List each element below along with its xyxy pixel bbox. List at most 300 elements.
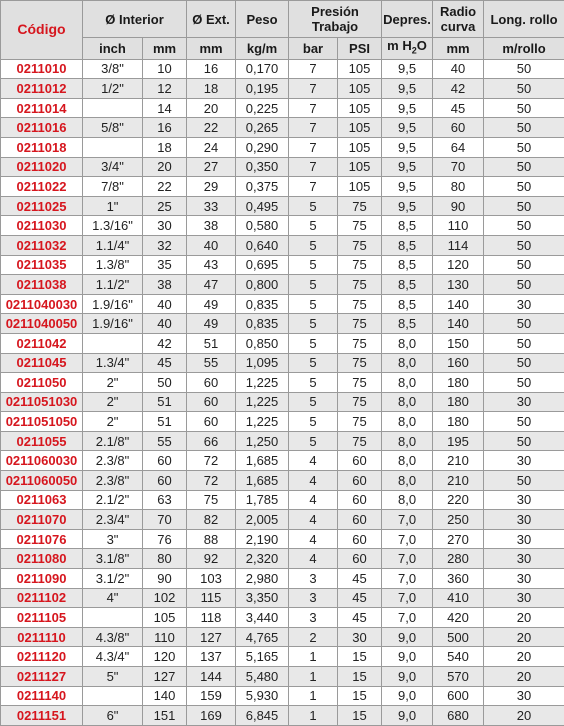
cell-codigo: 0211151 xyxy=(1,706,83,726)
cell-codigo: 0211105 xyxy=(1,608,83,628)
cell-codigo: 0211012 xyxy=(1,79,83,99)
cell-codigo: 0211051050 xyxy=(1,412,83,432)
cell-codigo: 0211102 xyxy=(1,588,83,608)
cell-peso: 0,170 xyxy=(236,59,289,79)
cell-mm-interior: 42 xyxy=(143,333,187,353)
cell-inch: 1.3/8" xyxy=(83,255,143,275)
table-row xyxy=(1,177,564,197)
cell-codigo: 0211035 xyxy=(1,255,83,275)
cell-peso: 1,225 xyxy=(236,392,289,412)
cell-psi: 75 xyxy=(338,275,382,295)
cell-psi: 60 xyxy=(338,471,382,491)
cell-bar: 5 xyxy=(289,412,338,432)
unit-mh2o-pre: m H xyxy=(387,38,412,53)
cell-psi: 15 xyxy=(338,686,382,706)
table-row xyxy=(1,471,564,491)
cell-mm-exterior: 60 xyxy=(187,373,236,393)
cell-psi: 15 xyxy=(338,647,382,667)
cell-bar: 4 xyxy=(289,510,338,530)
cell-codigo: 0211038 xyxy=(1,275,83,295)
cell-peso: 0,835 xyxy=(236,294,289,314)
cell-radio: 90 xyxy=(433,196,484,216)
table-row xyxy=(1,706,564,726)
cell-bar: 5 xyxy=(289,373,338,393)
cell-mm-interior: 45 xyxy=(143,353,187,373)
long-header: Long. rollo xyxy=(484,1,564,38)
cell-depres: 9,5 xyxy=(382,177,433,197)
cell-peso: 0,850 xyxy=(236,333,289,353)
cell-bar: 7 xyxy=(289,59,338,79)
cell-radio: 130 xyxy=(433,275,484,295)
cell-radio: 410 xyxy=(433,588,484,608)
cell-long: 30 xyxy=(484,569,564,589)
cell-depres: 9,0 xyxy=(382,647,433,667)
cell-inch: 4" xyxy=(83,588,143,608)
cell-inch: 2.1/8" xyxy=(83,431,143,451)
cell-peso: 0,695 xyxy=(236,255,289,275)
cell-mm-exterior: 159 xyxy=(187,686,236,706)
cell-psi: 30 xyxy=(338,627,382,647)
table-row xyxy=(1,98,564,118)
cell-depres: 8,5 xyxy=(382,294,433,314)
cell-mm-exterior: 103 xyxy=(187,569,236,589)
unit-mm-exterior: mm xyxy=(187,38,236,60)
cell-inch: 2" xyxy=(83,392,143,412)
cell-bar: 5 xyxy=(289,275,338,295)
cell-radio: 250 xyxy=(433,510,484,530)
cell-peso: 5,480 xyxy=(236,667,289,687)
cell-inch: 1/2" xyxy=(83,79,143,99)
cell-bar: 3 xyxy=(289,588,338,608)
cell-mm-interior: 40 xyxy=(143,314,187,334)
cell-peso: 1,250 xyxy=(236,431,289,451)
cell-mm-interior: 20 xyxy=(143,157,187,177)
cell-bar: 5 xyxy=(289,196,338,216)
cell-inch: 3/8" xyxy=(83,59,143,79)
cell-inch: 1.9/16" xyxy=(83,314,143,334)
cell-mm-interior: 10 xyxy=(143,59,187,79)
cell-depres: 8,5 xyxy=(382,216,433,236)
cell-radio: 280 xyxy=(433,549,484,569)
cell-inch: 2" xyxy=(83,412,143,432)
table-row xyxy=(1,59,564,79)
cell-radio: 120 xyxy=(433,255,484,275)
cell-inch: 5" xyxy=(83,667,143,687)
cell-depres: 9,0 xyxy=(382,627,433,647)
cell-depres: 8,0 xyxy=(382,373,433,393)
cell-inch xyxy=(83,686,143,706)
cell-mm-exterior: 49 xyxy=(187,294,236,314)
units-row xyxy=(1,38,564,60)
cell-long: 50 xyxy=(484,412,564,432)
cell-mm-interior: 60 xyxy=(143,471,187,491)
cell-mm-interior: 25 xyxy=(143,196,187,216)
cell-inch: 1.3/16" xyxy=(83,216,143,236)
cell-psi: 105 xyxy=(338,157,382,177)
table-row xyxy=(1,608,564,628)
cell-bar: 4 xyxy=(289,451,338,471)
cell-radio: 210 xyxy=(433,471,484,491)
cell-radio: 180 xyxy=(433,392,484,412)
table-row xyxy=(1,451,564,471)
unit-mh2o-post: O xyxy=(417,38,427,53)
table-row xyxy=(1,373,564,393)
cell-depres: 7,0 xyxy=(382,608,433,628)
cell-long: 50 xyxy=(484,196,564,216)
cell-codigo: 0211040050 xyxy=(1,314,83,334)
cell-mm-exterior: 51 xyxy=(187,333,236,353)
cell-depres: 7,0 xyxy=(382,549,433,569)
unit-mm-radio: mm xyxy=(433,38,484,60)
cell-bar: 5 xyxy=(289,392,338,412)
cell-long: 30 xyxy=(484,451,564,471)
cell-long: 50 xyxy=(484,333,564,353)
cell-bar: 5 xyxy=(289,255,338,275)
table-row xyxy=(1,196,564,216)
cell-psi: 60 xyxy=(338,451,382,471)
cell-mm-exterior: 27 xyxy=(187,157,236,177)
cell-depres: 8,5 xyxy=(382,235,433,255)
cell-depres: 7,0 xyxy=(382,588,433,608)
cell-depres: 8,5 xyxy=(382,314,433,334)
cell-radio: 40 xyxy=(433,59,484,79)
cell-peso: 2,005 xyxy=(236,510,289,530)
cell-long: 20 xyxy=(484,706,564,726)
cell-mm-interior: 32 xyxy=(143,235,187,255)
cell-mm-exterior: 137 xyxy=(187,647,236,667)
cell-radio: 180 xyxy=(433,412,484,432)
cell-bar: 2 xyxy=(289,627,338,647)
cell-inch: 3.1/2" xyxy=(83,569,143,589)
cell-radio: 140 xyxy=(433,314,484,334)
cell-bar: 3 xyxy=(289,608,338,628)
table-row xyxy=(1,667,564,687)
cell-long: 30 xyxy=(484,549,564,569)
cell-depres: 8,0 xyxy=(382,353,433,373)
cell-mm-interior: 22 xyxy=(143,177,187,197)
cell-mm-exterior: 115 xyxy=(187,588,236,608)
cell-peso: 0,640 xyxy=(236,235,289,255)
cell-radio: 210 xyxy=(433,451,484,471)
cell-radio: 42 xyxy=(433,79,484,99)
cell-codigo: 0211076 xyxy=(1,529,83,549)
cell-depres: 9,5 xyxy=(382,118,433,138)
unit-bar: bar xyxy=(289,38,338,60)
cell-mm-interior: 102 xyxy=(143,588,187,608)
cell-codigo: 0211045 xyxy=(1,353,83,373)
cell-mm-exterior: 72 xyxy=(187,471,236,491)
cell-mm-interior: 110 xyxy=(143,627,187,647)
cell-depres: 9,5 xyxy=(382,98,433,118)
peso-header: Peso xyxy=(236,1,289,38)
cell-mm-exterior: 144 xyxy=(187,667,236,687)
cell-peso: 1,095 xyxy=(236,353,289,373)
cell-codigo: 0211030 xyxy=(1,216,83,236)
cell-mm-interior: 60 xyxy=(143,451,187,471)
cell-radio: 64 xyxy=(433,137,484,157)
cell-inch: 2" xyxy=(83,373,143,393)
cell-psi: 75 xyxy=(338,412,382,432)
cell-psi: 105 xyxy=(338,118,382,138)
cell-inch: 4.3/8" xyxy=(83,627,143,647)
unit-mm-interior: mm xyxy=(143,38,187,60)
cell-radio: 45 xyxy=(433,98,484,118)
cell-mm-exterior: 82 xyxy=(187,510,236,530)
cell-bar: 7 xyxy=(289,177,338,197)
cell-radio: 160 xyxy=(433,353,484,373)
cell-long: 50 xyxy=(484,177,564,197)
cell-radio: 110 xyxy=(433,216,484,236)
cell-mm-interior: 127 xyxy=(143,667,187,687)
cell-peso: 1,225 xyxy=(236,373,289,393)
cell-mm-exterior: 24 xyxy=(187,137,236,157)
cell-mm-interior: 70 xyxy=(143,510,187,530)
cell-codigo: 0211060030 xyxy=(1,451,83,471)
cell-peso: 6,845 xyxy=(236,706,289,726)
cell-depres: 9,5 xyxy=(382,59,433,79)
cell-radio: 140 xyxy=(433,294,484,314)
cell-mm-exterior: 55 xyxy=(187,353,236,373)
cell-radio: 60 xyxy=(433,118,484,138)
cell-psi: 105 xyxy=(338,59,382,79)
cell-bar: 5 xyxy=(289,353,338,373)
cell-long: 30 xyxy=(484,510,564,530)
cell-peso: 0,375 xyxy=(236,177,289,197)
cell-codigo: 0211127 xyxy=(1,667,83,687)
cell-long: 20 xyxy=(484,647,564,667)
cell-inch: 1.3/4" xyxy=(83,353,143,373)
cell-radio: 70 xyxy=(433,157,484,177)
cell-peso: 1,785 xyxy=(236,490,289,510)
table-row xyxy=(1,157,564,177)
cell-mm-exterior: 72 xyxy=(187,451,236,471)
table-row xyxy=(1,569,564,589)
cell-radio: 80 xyxy=(433,177,484,197)
cell-mm-interior: 14 xyxy=(143,98,187,118)
cell-mm-interior: 40 xyxy=(143,294,187,314)
cell-peso: 0,225 xyxy=(236,98,289,118)
cell-mm-exterior: 18 xyxy=(187,79,236,99)
cell-peso: 0,195 xyxy=(236,79,289,99)
cell-psi: 15 xyxy=(338,706,382,726)
cell-peso: 1,685 xyxy=(236,451,289,471)
cell-psi: 75 xyxy=(338,255,382,275)
cell-peso: 0,350 xyxy=(236,157,289,177)
table-row xyxy=(1,333,564,353)
cell-depres: 7,0 xyxy=(382,529,433,549)
presion-header: Presión Trabajo xyxy=(289,1,382,38)
cell-psi: 105 xyxy=(338,98,382,118)
cell-radio: 680 xyxy=(433,706,484,726)
table-row xyxy=(1,137,564,157)
cell-psi: 105 xyxy=(338,79,382,99)
cell-psi: 75 xyxy=(338,216,382,236)
cell-inch: 3.1/8" xyxy=(83,549,143,569)
cell-mm-interior: 151 xyxy=(143,706,187,726)
cell-bar: 4 xyxy=(289,471,338,491)
cell-codigo: 0211032 xyxy=(1,235,83,255)
cell-psi: 45 xyxy=(338,569,382,589)
cell-mm-exterior: 47 xyxy=(187,275,236,295)
cell-psi: 75 xyxy=(338,373,382,393)
cell-inch xyxy=(83,608,143,628)
cell-radio: 420 xyxy=(433,608,484,628)
table-row xyxy=(1,79,564,99)
interior-header: Ø Interior xyxy=(83,1,187,38)
cell-inch: 1.1/4" xyxy=(83,235,143,255)
cell-codigo: 0211090 xyxy=(1,569,83,589)
table-row xyxy=(1,588,564,608)
cell-codigo: 0211042 xyxy=(1,333,83,353)
cell-inch: 2.3/8" xyxy=(83,471,143,491)
cell-long: 30 xyxy=(484,294,564,314)
cell-inch: 3" xyxy=(83,529,143,549)
cell-mm-exterior: 29 xyxy=(187,177,236,197)
table-row xyxy=(1,294,564,314)
cell-bar: 4 xyxy=(289,529,338,549)
unit-mh2o-sub: 2 xyxy=(412,46,417,56)
cell-bar: 7 xyxy=(289,118,338,138)
cell-depres: 8,5 xyxy=(382,275,433,295)
cell-codigo: 0211110 xyxy=(1,627,83,647)
cell-psi: 60 xyxy=(338,549,382,569)
cell-long: 50 xyxy=(484,373,564,393)
unit-inch: inch xyxy=(83,38,143,60)
cell-depres: 9,0 xyxy=(382,686,433,706)
cell-radio: 114 xyxy=(433,235,484,255)
cell-psi: 75 xyxy=(338,314,382,334)
cell-mm-exterior: 88 xyxy=(187,529,236,549)
header-row xyxy=(1,1,564,38)
cell-long: 50 xyxy=(484,137,564,157)
cell-depres: 9,0 xyxy=(382,667,433,687)
cell-long: 30 xyxy=(484,529,564,549)
cell-depres: 8,5 xyxy=(382,255,433,275)
depres-header: Depres. xyxy=(382,1,433,38)
cell-bar: 4 xyxy=(289,490,338,510)
cell-long: 50 xyxy=(484,275,564,295)
cell-long: 30 xyxy=(484,490,564,510)
cell-peso: 1,685 xyxy=(236,471,289,491)
cell-bar: 3 xyxy=(289,569,338,589)
table-row xyxy=(1,392,564,412)
cell-mm-interior: 38 xyxy=(143,275,187,295)
table-row xyxy=(1,529,564,549)
cell-depres: 9,5 xyxy=(382,157,433,177)
cell-bar: 4 xyxy=(289,549,338,569)
cell-long: 50 xyxy=(484,431,564,451)
cell-depres: 8,0 xyxy=(382,451,433,471)
cell-mm-interior: 80 xyxy=(143,549,187,569)
cell-mm-exterior: 127 xyxy=(187,627,236,647)
cell-codigo: 0211020 xyxy=(1,157,83,177)
cell-codigo: 0211025 xyxy=(1,196,83,216)
cell-radio: 570 xyxy=(433,667,484,687)
cell-peso: 0,580 xyxy=(236,216,289,236)
cell-mm-interior: 12 xyxy=(143,79,187,99)
cell-radio: 540 xyxy=(433,647,484,667)
cell-peso: 0,800 xyxy=(236,275,289,295)
cell-psi: 75 xyxy=(338,196,382,216)
cell-long: 50 xyxy=(484,118,564,138)
cell-mm-exterior: 60 xyxy=(187,392,236,412)
table-row xyxy=(1,490,564,510)
cell-radio: 220 xyxy=(433,490,484,510)
cell-depres: 8,0 xyxy=(382,471,433,491)
cell-bar: 1 xyxy=(289,647,338,667)
cell-codigo: 0211080 xyxy=(1,549,83,569)
table-row xyxy=(1,549,564,569)
cell-inch: 4.3/4" xyxy=(83,647,143,667)
cell-depres: 9,0 xyxy=(382,706,433,726)
cell-codigo: 0211070 xyxy=(1,510,83,530)
unit-kgm: kg/m xyxy=(236,38,289,60)
cell-bar: 5 xyxy=(289,314,338,334)
cell-mm-interior: 55 xyxy=(143,431,187,451)
cell-peso: 0,495 xyxy=(236,196,289,216)
cell-inch: 7/8" xyxy=(83,177,143,197)
cell-bar: 7 xyxy=(289,79,338,99)
cell-codigo: 0211014 xyxy=(1,98,83,118)
cell-psi: 75 xyxy=(338,294,382,314)
cell-radio: 150 xyxy=(433,333,484,353)
cell-bar: 1 xyxy=(289,706,338,726)
cell-bar: 5 xyxy=(289,294,338,314)
cell-depres: 8,0 xyxy=(382,333,433,353)
cell-codigo: 0211051030 xyxy=(1,392,83,412)
cell-mm-exterior: 75 xyxy=(187,490,236,510)
cell-psi: 105 xyxy=(338,177,382,197)
cell-inch: 1" xyxy=(83,196,143,216)
cell-inch: 1.9/16" xyxy=(83,294,143,314)
table-row xyxy=(1,235,564,255)
cell-peso: 5,930 xyxy=(236,686,289,706)
cell-inch xyxy=(83,98,143,118)
cell-psi: 15 xyxy=(338,667,382,687)
table-row xyxy=(1,353,564,373)
table-row xyxy=(1,627,564,647)
cell-long: 50 xyxy=(484,157,564,177)
cell-radio: 500 xyxy=(433,627,484,647)
cell-psi: 75 xyxy=(338,431,382,451)
cell-inch: 2.1/2" xyxy=(83,490,143,510)
codigo-header: Código xyxy=(1,1,83,60)
cell-peso: 3,440 xyxy=(236,608,289,628)
cell-peso: 1,225 xyxy=(236,412,289,432)
cell-inch: 6" xyxy=(83,706,143,726)
cell-mm-exterior: 49 xyxy=(187,314,236,334)
cell-codigo: 0211140 xyxy=(1,686,83,706)
cell-mm-interior: 51 xyxy=(143,412,187,432)
cell-psi: 75 xyxy=(338,235,382,255)
cell-codigo: 0211018 xyxy=(1,137,83,157)
cell-depres: 7,0 xyxy=(382,510,433,530)
table-row xyxy=(1,510,564,530)
cell-bar: 5 xyxy=(289,431,338,451)
table-row xyxy=(1,216,564,236)
cell-inch: 2.3/4" xyxy=(83,510,143,530)
cell-mm-interior: 18 xyxy=(143,137,187,157)
cell-inch: 1.1/2" xyxy=(83,275,143,295)
cell-bar: 1 xyxy=(289,686,338,706)
cell-bar: 7 xyxy=(289,98,338,118)
cell-bar: 5 xyxy=(289,333,338,353)
cell-long: 30 xyxy=(484,392,564,412)
cell-long: 50 xyxy=(484,255,564,275)
cell-mm-interior: 120 xyxy=(143,647,187,667)
cell-depres: 9,5 xyxy=(382,196,433,216)
cell-long: 20 xyxy=(484,627,564,647)
